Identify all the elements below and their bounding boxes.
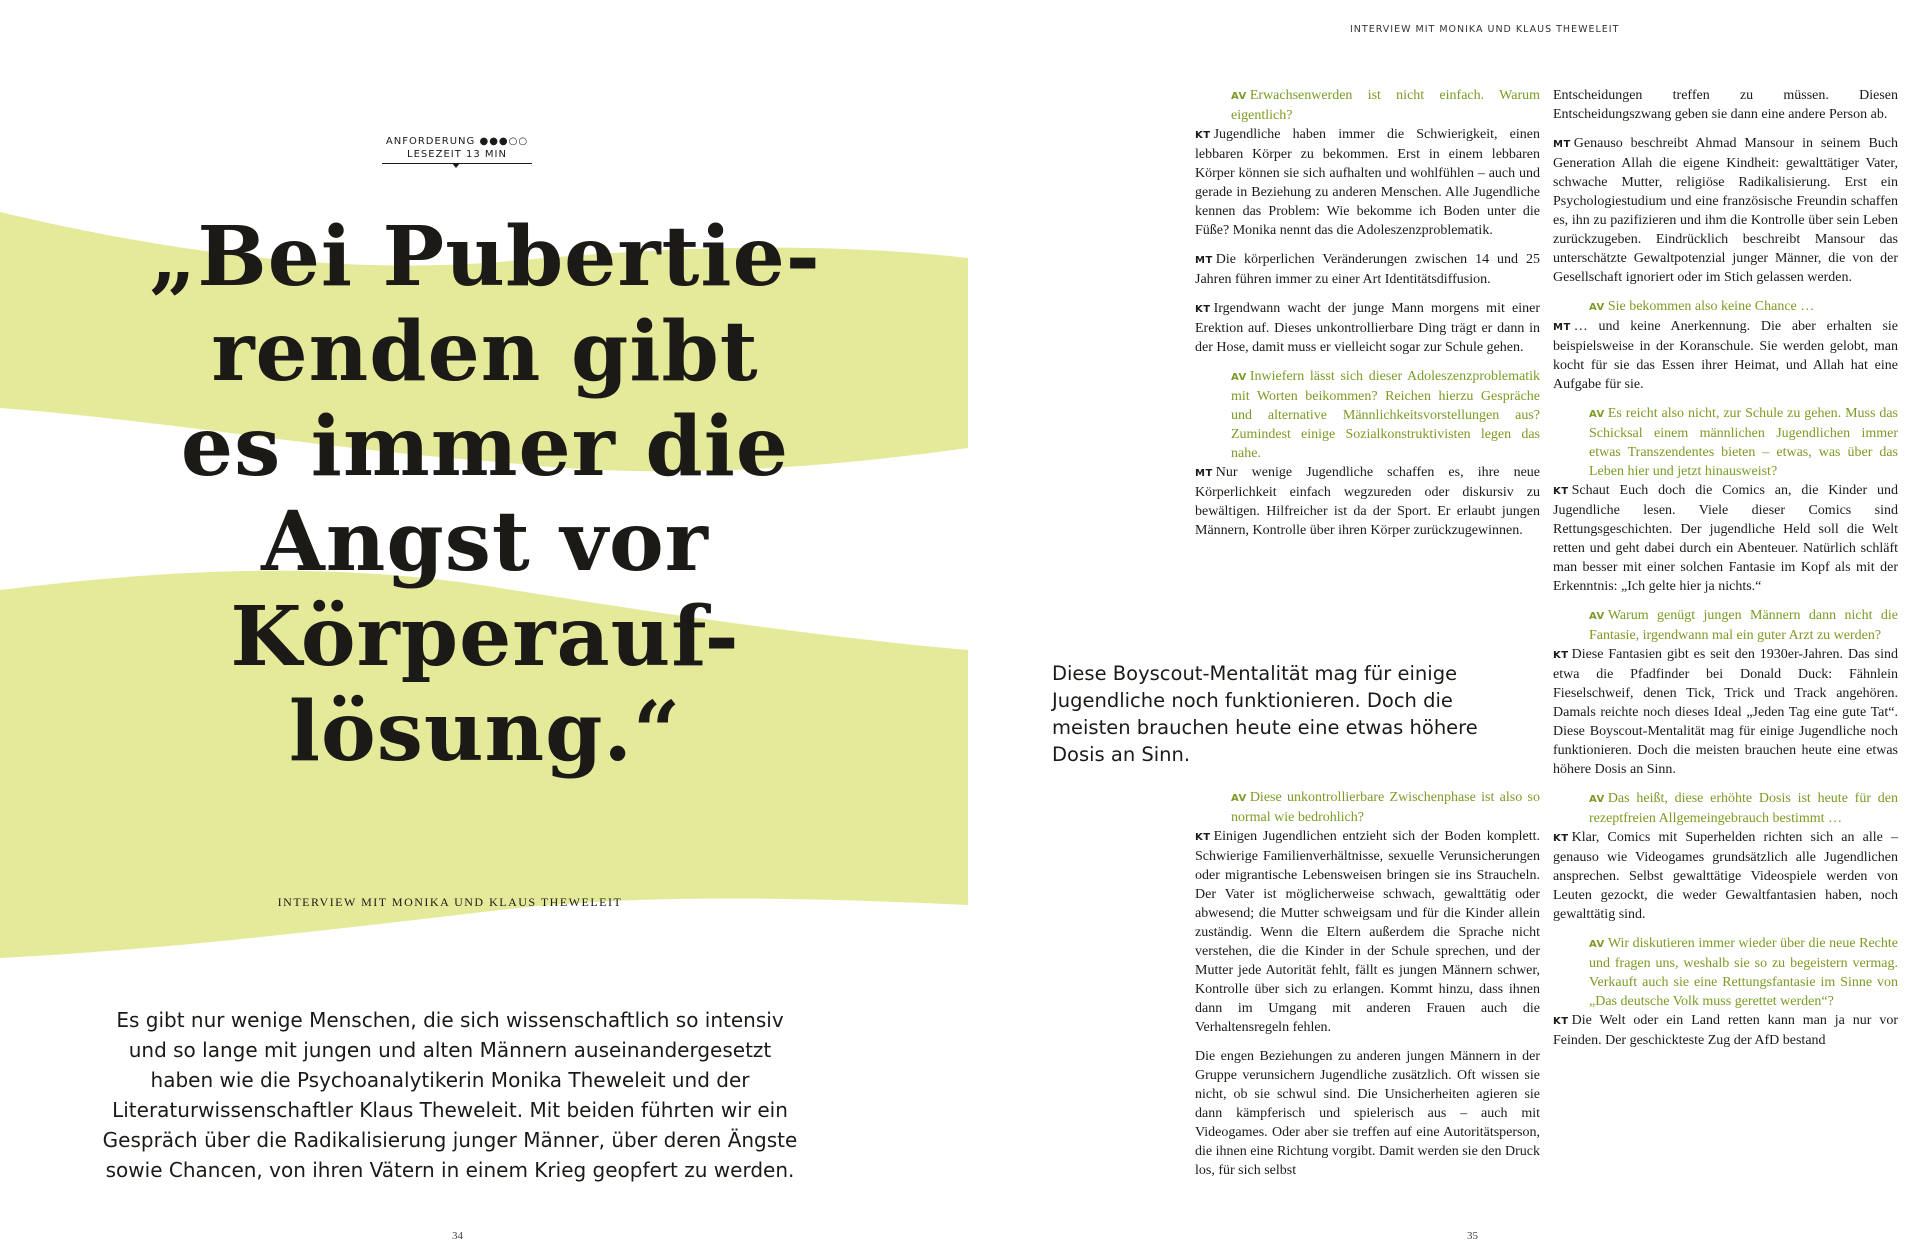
speaker-initials: MT [1553,322,1571,333]
interview-question [1553,934,1898,1011]
requirement-row [382,135,532,148]
requirement-label: ANFORDERUNG [385,136,476,147]
interview-answer [1195,299,1540,357]
speaker-initials: KT [1195,304,1211,315]
interview-answer [1195,125,1540,240]
interview-question [1195,86,1540,125]
interview-answer [1553,645,1898,779]
paragraph-text: Das heißt, diese erhöhte Dosis ist heute für den rezeptfreien Allgemeingebrauch bestimmt … [1589,791,1898,826]
interview-question [1553,404,1898,481]
paragraph-text: Diese Fantasien gibt es seit den 1930er-Jahren. Das sind etwa die Pfadfinder bei Donald Duck: Fähnlein Fieselschweif, denen Tick, Trick und Track angehören. Damals reichte noch dieses Ideal „Jeden Tag eine gute Tat“. Diese Boyscout-Mentalität mag für einige Jugendliche noch funktionieren. Doch die meisten brauchen heute eine etwas höhere Dosis an Sinn. [1553,647,1898,777]
interview-answer [1553,134,1898,287]
interview-answer [1553,481,1898,596]
interview-answer [1195,250,1540,289]
speaker-initials: MT [1195,468,1213,479]
speaker-initials: AV [1231,793,1247,804]
paragraph-text: Warum genügt jungen Männern dann nicht die Fantasie, irgendwann mal ein guter Arzt zu werden? [1589,608,1898,643]
paragraph-text: … und keine Anerkennung. Die aber erhalten sie beispielsweise in der Koranschule. Sie werden gelobt, man kocht für sie das Essen ihrer Heimat, und Allah hat eine Aufgabe für sie. [1553,319,1898,392]
speaker-initials: AV [1589,794,1605,805]
byline: INTERVIEW MIT MONIKA UND KLAUS THEWELEIT [277,895,623,909]
interview-question [1195,367,1540,463]
paragraph-text: Die körperlichen Veränderungen zwischen 14 und 25 Jahren führen immer zu einer Art Identitätsdiffusion. [1195,252,1540,287]
speaker-initials: KT [1195,832,1211,843]
paragraph-text: Erwachsenwerden ist nicht einfach. Warum eigentlich? [1231,88,1540,123]
headline-line: Körperauf- [230,589,740,685]
speaker-initials: MT [1195,255,1213,266]
interview-question [1553,606,1898,645]
speaker-initials: AV [1589,939,1605,950]
interview-answer [1553,828,1898,924]
paragraph-text: Sie bekommen also keine Chance … [1607,299,1815,314]
text-column-2 [1553,86,1898,1060]
interview-question [1553,789,1898,828]
headline-line: renden gibt [211,304,759,400]
paragraph-text: Schaut Euch doch die Comics an, die Kinder und Jugendliche lesen. Viele dieser Comics sind Rettungsgeschichten. Der jugendliche Held soll die Welt retten und geht dabei durch ein Abenteuer. Natürlich schläft man besser mit einer solchen Fantasie im Kopf als mit der Erkenntnis: „Ich gelte hier ja nichts.“ [1553,483,1898,594]
paragraph-text: Genauso beschreibt Ahmad Mansour in seinem Buch Generation Allah die eigene Kindheit: gewalttätiger Vater, schwache Mutter, religiöse Radikalisierung. Erst ein Psychologiestudium und eine französische Freundin schaffen es, ihn zu pazifizieren und ihm die Kontrolle über sein Leben zurückzugeben. Eindrücklich beschreibt Mansour das unterschätzte Gewaltpotenzial junger Männer, die von der Gesellschaft ignoriert oder im Stich gelassen werden. [1553,136,1898,285]
pointer-triangle-icon [452,163,460,168]
speaker-initials: KT [1195,130,1211,141]
paragraph-text: Irgendwann wacht der junge Mann morgens mit einer Erektion auf. Dieses unkontrollierbare Ding trägt er dann in der Hose, damit muss er vielleicht sogar zur Schule gehen. [1195,301,1540,355]
interview-answer [1553,317,1898,394]
paragraph-text: Einigen Jugendlichen entzieht sich der Boden komplett. Schwierige Familienverhältnisse, sexuelle Verunsicherungen oder migrantische Lebensweisen bringen sie ins Straucheln. Der Vater ist möglicherweise schwach, gewalttätig oder abwesend; die Mutter schweigsam und für die Kinder allein zuständig. Wenn die Eltern außerdem die Sprache nicht verstehen, die die Kinder in der Schule sprechen, und der Mutter jede Autorität fehlt, fällt es jungen Männern schwer, Kontrolle über sich zu erlangen. Kommt hinzu, dass ihnen dann im Umgang mit anderen Frauen auch die Verhaltensregeln fehlen. [1195,829,1540,1035]
headline-line: Angst vor [261,494,709,590]
reading-time: LESEZEIT 13 MIN [407,149,507,160]
paragraph-text: Klar, Comics mit Superhelden richten sich an alle – genauso wie Videogames grundsätzlich alle Jugendlichen ansprechen. Selbst gewalttätige Videospiele werden von Leuten gezockt, die weder Gewaltfantasien haben, noch gewalttätig sind. [1553,830,1898,922]
paragraph-text: Es reicht also nicht, zur Schule zu gehen. Muss das Schicksal einem männlichen Jugendlichen immer etwas Transzendentes bieten – etwas, was über das Leben hier und jetzt hinausweist? [1589,406,1898,479]
meta-divider [382,163,532,164]
paragraph-text: Inwiefern lässt sich dieser Adoleszenzproblematik mit Worten beikommen? Reichen hierzu Gespräche und alternative Männlichkeitsvorstellungen aus? Zumindest einige Sozialkonstruktivisten legen das nahe. [1231,369,1540,461]
paragraph-text: Wir diskutieren immer wieder über die neue Rechte und fragen uns, weshalb sie so zu begeistern vermag. Verkauft auch sie eine Rettungsfantasie im Sinne von „Das deutsche Volk muss gerettet werden“? [1589,936,1898,1009]
interview-question [1553,297,1898,317]
paragraph-text: Diese unkontrollierbare Zwischenphase ist also so normal wie bedrohlich? [1231,790,1540,825]
pull-quote: Diese Boyscout-Mentalität mag für einige Jugendliche noch funktionieren. Doch die meisten brauchen heute eine etwas höhere Dosis an Sinn. [1052,662,1478,766]
speaker-initials: AV [1589,611,1605,622]
paragraph-text: Die Welt oder ein Land retten kann man ja nur vor Feinden. Der geschickteste Zug der AfD bestand [1553,1013,1898,1048]
speaker-initials: KT [1553,1016,1569,1027]
paragraph-text: Entscheidungen treffen zu müssen. Diesen Entscheidungszwang geben sie dann eine andere Person ab. [1553,88,1898,122]
speaker-initials: AV [1231,91,1247,102]
speaker-initials: MT [1553,139,1571,150]
paragraph-text: Jugendliche haben immer die Schwierigkeit, einen lebbaren Körper zu bekommen. Erst in einem lebbaren Körper können sie sich aufhalten und wohlfühlen – auch und gerade in Beziehung zu anderen Menschen. Alle Jugendliche kennen das Problem: Wie bekomme ich Boden unter die Füße? Monika nennt das die Adoleszenzproblematik. [1195,127,1540,238]
interview-answer [1195,463,1540,540]
headline-line: „Bei Pubertie- [149,209,821,305]
text-column-1-lower [1195,788,1540,1190]
interview-answer [1553,86,1898,124]
interview-answer [1195,827,1540,1037]
headline-line: es immer die [180,399,790,495]
interview-answer [1553,1011,1898,1050]
paragraph-text: Nur wenige Jugendliche schaffen es, ihre neue Körperlichkeit einfach wegzureden oder diskursiv zu bewältigen. Hilfreicher ist da der Sport. Er erlaubt jungen Männern, Kontrolle über ihren Körper zurückzugewinnen. [1195,465,1540,538]
speaker-initials: KT [1553,486,1569,497]
speaker-initials: KT [1553,650,1569,661]
speaker-initials: AV [1589,409,1605,420]
page-number-left: 34 [452,1230,463,1242]
text-column-1 [1195,86,1540,550]
page-number-right: 35 [1467,1230,1478,1242]
article-meta [382,135,532,164]
headline-line: lösung.“ [288,684,682,780]
interview-answer [1195,1047,1540,1180]
teaser-intro: Es gibt nur wenige Menschen, die sich wissenschaftlich so intensiv und so lange mit jungen und alten Männern auseinandergesetzt haben wie die Psychoanalytikerin Monika Theweleit und der Literaturwissenschaftler Klaus Theweleit. Mit beiden führten wir ein Gespräch über die Radikalisierung junger Männer, über deren Ängste sowie Chancen, von ihren Vätern in einem Krieg geopfert zu werden. [102,1008,798,1182]
speaker-initials: AV [1231,372,1247,383]
interview-question [1195,788,1540,827]
speaker-initials: KT [1553,833,1569,844]
headline [60,210,910,780]
running-head: INTERVIEW MIT MONIKA UND KLAUS THEWELEIT [1350,24,1620,35]
difficulty-dots-icon: ●●●○○ [479,136,529,147]
paragraph-text: Die engen Beziehungen zu anderen jungen Männern in der Gruppe verunsichern Jugendliche zusätzlich. Oft wissen sie nicht, ob sie schwul sind. Die Unsicherheiten agieren sie dann kämpferisch und spielerisch aus – auch mit Videogames. Oder aber sie treffen auf eine Autoritätsperson, die ihnen eine Richtung vorgibt. Damit werden sie den Druck los, für sich selbst [1195,1049,1540,1178]
speaker-initials: AV [1589,302,1605,313]
